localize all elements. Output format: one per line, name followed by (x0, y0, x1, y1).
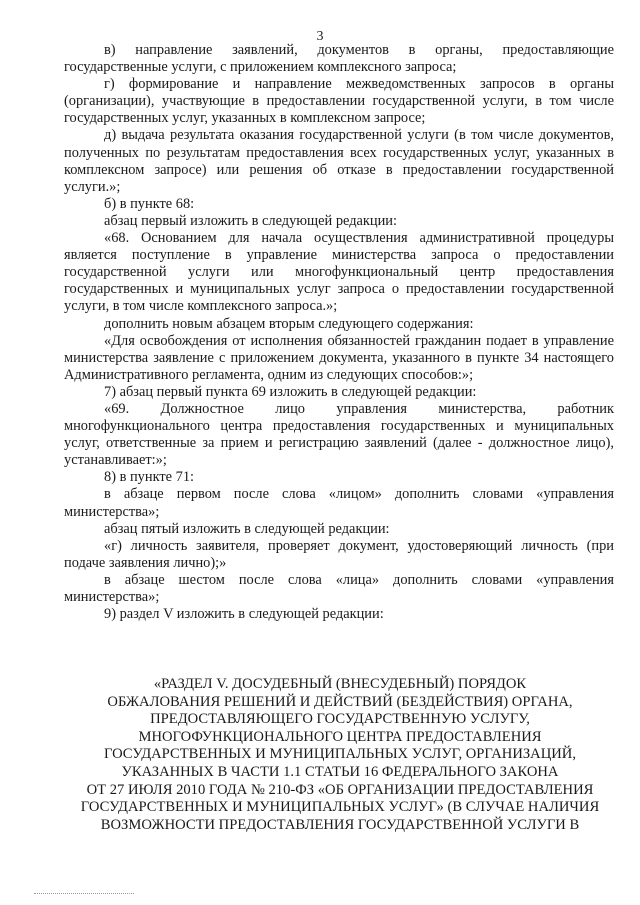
section-heading (50, 676, 630, 834)
paragraph: д) выдача результата оказания государственной услуги (в том числе документов, полученных по результатам предоставления всех государственных услуг, указанных в комплексном запросе) или решения об отказе в предоставлении государственной услуги.»; (64, 127, 614, 195)
paragraph: в) направление заявлений, документов в органы, предоставляющие государственные услуги, с приложением комплексного запроса; (64, 42, 614, 76)
heading-line: ГОСУДАРСТВЕННЫХ И МУНИЦИПАЛЬНЫХ УСЛУГ» (В СЛУЧАЕ НАЛИЧИЯ (80, 799, 600, 816)
paragraph: 8) в пункте 71: (104, 469, 195, 486)
heading-line: ВОЗМОЖНОСТИ ПРЕДОСТАВЛЕНИЯ ГОСУДАРСТВЕННОЙ УСЛУГИ В (100, 816, 580, 833)
paragraph: дополнить новым абзацем вторым следующего содержания: (104, 315, 474, 332)
paragraph: абзац первый изложить в следующей редакции: (104, 212, 398, 229)
heading-line: ОТ 27 ИЮЛЯ 2010 ГОДА № 210-ФЗ «ОБ ОРГАНИЗАЦИИ ПРЕДОСТАВЛЕНИЯ (86, 781, 594, 798)
paragraph: в абзаце первом после слова «лицом» дополнить словами «управления министерства»; (64, 486, 614, 520)
paragraph: 7) абзац первый пункта 69 изложить в следующей редакции: (104, 383, 477, 400)
paragraph: «69. Должностное лицо управления министерства, работник многофункционального центра предоставления государственных и муниципальных услуг, ответственные за прием и регистрацию заявлений (далее - должностное лицо), устанавливает:»; (64, 400, 614, 469)
heading-line: УКАЗАННЫХ В ЧАСТИ 1.1 СТАТЬИ 16 ФЕДЕРАЛЬНОГО ЗАКОНА (121, 763, 559, 780)
paragraph: б) в пункте 68: (104, 195, 195, 212)
heading-line: ГОСУДАРСТВЕННЫХ И МУНИЦИПАЛЬНЫХ УСЛУГ, ОРГАНИЗАЦИЙ, (104, 746, 576, 763)
paragraph: 9) раздел V изложить в следующей редакции: (104, 606, 384, 623)
heading-line: «РАЗДЕЛ V. ДОСУДЕБНЫЙ (ВНЕСУДЕБНЫЙ) ПОРЯДОК (153, 676, 527, 692)
page-number: 3 (316, 29, 324, 44)
document-body (64, 42, 614, 623)
paragraph: «г) личность заявителя, проверяет документ, удостоверяющий личность (при подаче заявления лично);» (64, 537, 614, 571)
paragraph: в абзаце шестом после слова «лица» дополнить словами «управления министерства»; (64, 571, 614, 605)
footer-rule (34, 893, 134, 894)
paragraph: г) формирование и направление межведомственных запросов в органы (организации), участвующие в предоставлении государственной услуги, в том числе государственных услуг, указанных в комплексном запросе; (64, 76, 614, 127)
heading-line: ПРЕДОСТАВЛЯЮЩЕГО ГОСУДАРСТВЕННУЮ УСЛУГУ, (150, 711, 530, 728)
paragraph: абзац пятый изложить в следующей редакции: (104, 520, 390, 537)
heading-line: МНОГОФУНКЦИОНАЛЬНОГО ЦЕНТРА ПРЕДОСТАВЛЕНИЯ (138, 728, 542, 745)
paragraph: «Для освобождения от исполнения обязанностей гражданин подает в управление министерства заявление с приложением документа, указанного в пункте 34 настоящего Административного регламента, одним из следующих способов:»; (64, 332, 614, 383)
paragraph: «68. Основанием для начала осуществления административной процедуры является поступление в управление министерства запроса о предоставлении государственной услуги или многофункциональный центр предоставления государственных и муниципальных услуг запроса о предоставлении государственной услуги, в том числе комплексного запроса.»; (64, 230, 614, 315)
heading-line: ОБЖАЛОВАНИЯ РЕШЕНИЙ И ДЕЙСТВИЙ (БЕЗДЕЙСТВИЯ) ОРГАНА, (107, 693, 573, 710)
